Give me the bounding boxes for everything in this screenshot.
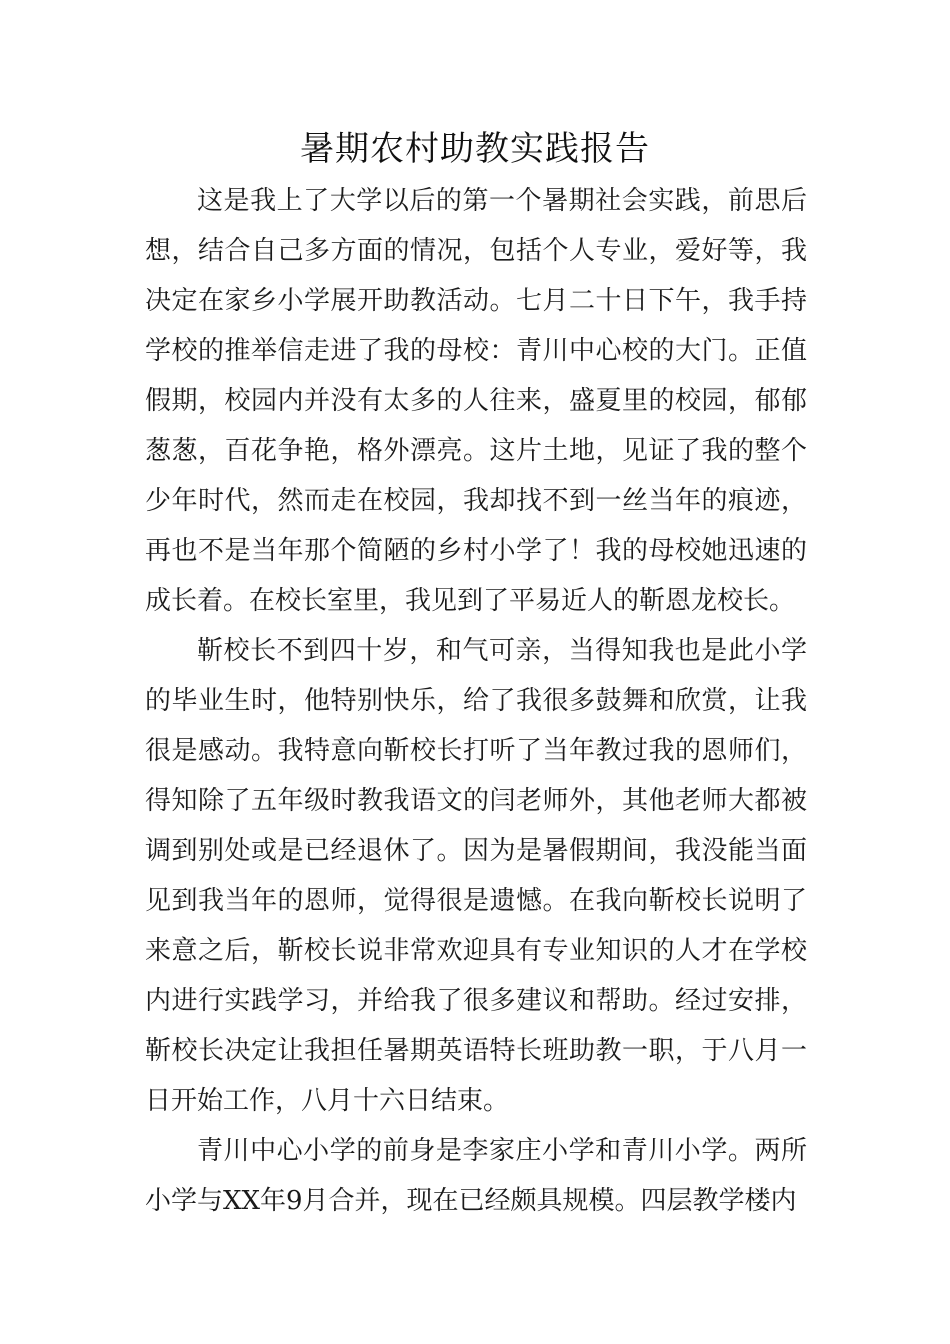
document-title: 暑期农村助教实践报告 xyxy=(300,129,650,169)
document-body xyxy=(145,176,807,1226)
paragraph-3: 青川中心小学的前身是李家庄小学和青川小学。两所小学与XX年9月合并，现在已经颇具规模。四层教学楼内 xyxy=(145,1136,807,1216)
paragraph-1: 这是我上了大学以后的第一个暑期社会实践，前思后想，结合自己多方面的情况，包括个人专业，爱好等，我决定在家乡小学展开助教活动。七月二十日下午，我手持学校的推举信走进了我的母校：青川中心校的大门。正值假期，校园内并没有太多的人往来，盛夏里的校园，郁郁葱葱，百花争艳，格外漂亮。这片土地，见证了我的整个少年时代，然而走在校园，我却找不到一丝当年的痕迹，再也不是当年那个简陋的乡村小学了！我的母校她迅速的成长着。在校长室里，我见到了平易近人的靳恩龙校长。 xyxy=(145,186,807,616)
paragraph-2: 靳校长不到四十岁，和气可亲，当得知我也是此小学的毕业生时，他特别快乐，给了我很多鼓舞和欣赏，让我很是感动。我特意向靳校长打听了当年教过我的恩师们，得知除了五年级时教我语文的闫老师外，其他老师大都被调到别处或是已经退休了。因为是暑假期间，我没能当面见到我当年的恩师，觉得很是遗憾。在我向靳校长说明了来意之后，靳校长说非常欢迎具有专业知识的人才在学校内进行实践学习，并给我了很多建议和帮助。经过安排，靳校长决定让我担任暑期英语特长班助教一职，于八月一日开始工作，八月十六日结束。 xyxy=(145,636,807,1116)
